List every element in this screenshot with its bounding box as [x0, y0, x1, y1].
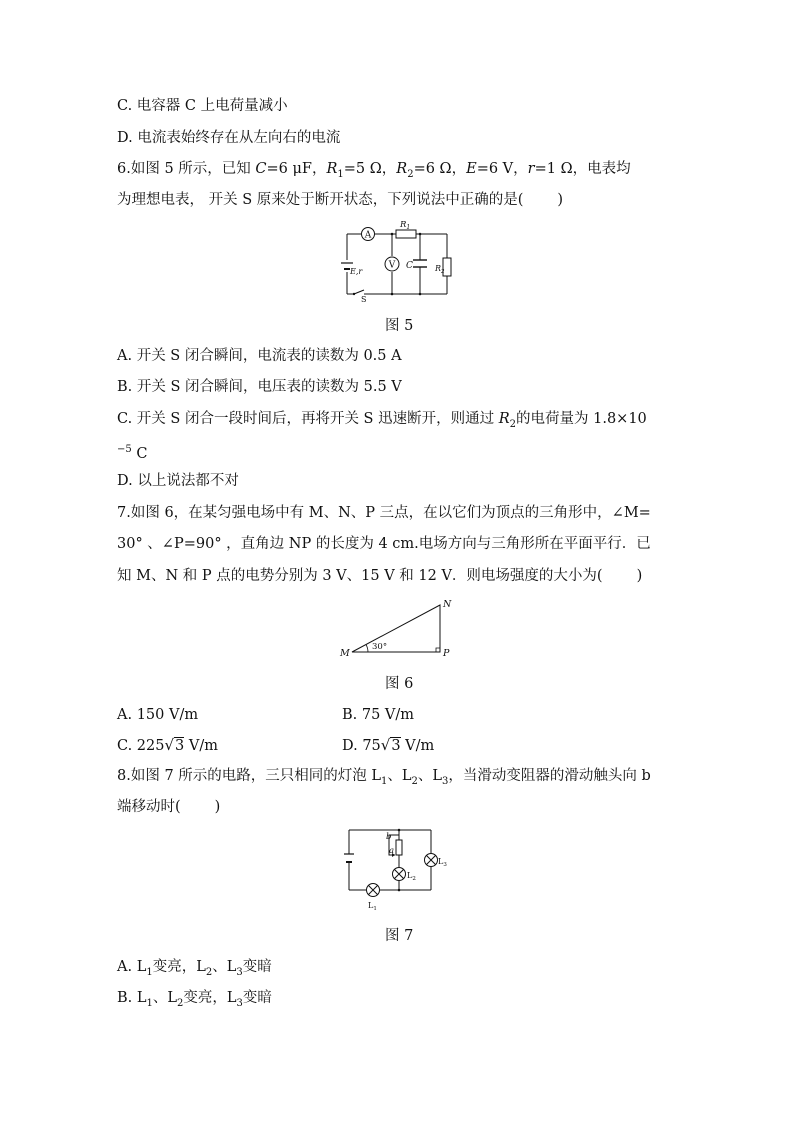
- rheostat-icon: [396, 840, 402, 855]
- source-label: E,r: [350, 267, 363, 276]
- q7-option-b: B. 75 V/m: [342, 707, 415, 723]
- q7-stem-line3: 知 M、N 和 P 点的电势分别为 3 V、15 V 和 12 V．则电场强度的大小为( ): [117, 568, 643, 584]
- voltmeter-label: V: [388, 260, 396, 271]
- figure-5-circuit: [340, 220, 452, 302]
- switch-label: S: [361, 295, 367, 304]
- q8-stem-line2: 端移动时( ): [117, 799, 221, 815]
- angle-label: 30°: [372, 642, 388, 652]
- vertex-n-label: N: [443, 599, 452, 610]
- r1-label: $R_1$: [400, 220, 411, 231]
- lamp-l2-icon: [393, 868, 406, 881]
- q6-stem-line1: 6.如图 5 所示，已知 C=6 μF，$R_1=5$ Ω，$R_2=6$ Ω，E=6 V，r=1 Ω，电表均: [117, 161, 631, 180]
- figure-5-caption: 图 5: [385, 318, 414, 334]
- capacitor-label: C: [406, 261, 413, 271]
- q6-option-d: D. 以上说法都不对: [117, 473, 239, 489]
- lamp-l2-label: $L_2$: [407, 871, 416, 882]
- q8-option-b: B. $L_1$、$L_2$变亮，$L_3$变暗: [117, 990, 272, 1009]
- ammeter-label: A: [364, 230, 372, 241]
- angle-arc-m: [366, 645, 368, 653]
- right-angle-mark: [436, 648, 440, 652]
- switch-icon: [353, 293, 355, 295]
- vertex-p-label: P: [443, 648, 450, 659]
- q6-option-c-line1: C. 开关 S 闭合一段时间后，再将开关 S 迅速断开，则通过 $R_2$的电荷量为 1.8×10: [117, 411, 647, 430]
- lamp-l1-icon: [367, 884, 380, 897]
- figure-7-caption: 图 7: [385, 928, 414, 944]
- q6-stem-line2: 为理想电表， 开关 S 原来处于断开状态，下列说法中正确的是( ): [117, 192, 564, 208]
- q6-option-c-line2: $^{-5}$ C: [117, 444, 148, 462]
- option-c-prev: C. 电容器 C 上电荷量减小: [117, 98, 288, 114]
- q8-stem-line1: 8.如图 7 所示的电路，三只相同的灯泡 $L_1$、$L_2$、$L_3$，当滑动变阻器的滑动触头向 b: [117, 768, 651, 787]
- q7-option-c: C. 225√3 V/m: [117, 736, 218, 754]
- q6-option-a: A. 开关 S 闭合瞬间，电流表的读数为 0.5 A: [117, 348, 402, 364]
- lamp-l3-icon: [425, 854, 438, 867]
- figure-7-circuit: [343, 826, 451, 916]
- q7-option-d: D. 75√3 V/m: [342, 736, 435, 754]
- figure-6-caption: 图 6: [385, 676, 414, 692]
- q7-stem-line2: 30° 、∠P=90° ，直角边 NP 的长度为 4 cm.电场方向与三角形所在平面平行．已: [117, 536, 651, 552]
- r2-label: $R_2$: [435, 264, 445, 275]
- q6-option-b: B. 开关 S 闭合瞬间，电压表的读数为 5.5 V: [117, 379, 402, 395]
- option-d-prev: D. 电流表始终存在从左向右的电流: [117, 130, 341, 146]
- q7-stem-line1: 7.如图 6，在某匀强电场中有 M、N、P 三点，在以它们为顶点的三角形中，∠M=: [117, 505, 651, 521]
- triangle-mnp: [352, 605, 440, 652]
- q8-option-a: A. $L_1$变亮，$L_2$、$L_3$变暗: [117, 959, 272, 978]
- rheostat-a-label: a: [389, 846, 395, 856]
- lamp-l3-label: $L_3$: [438, 857, 447, 868]
- lamp-l1-label: $L_1$: [368, 901, 377, 912]
- resistor-r1-icon: [396, 230, 416, 238]
- q7-option-a: A. 150 V/m: [117, 707, 199, 723]
- figure-6-triangle: [336, 596, 460, 660]
- rheostat-b-label: b: [386, 832, 392, 842]
- vertex-m-label: M: [340, 648, 350, 659]
